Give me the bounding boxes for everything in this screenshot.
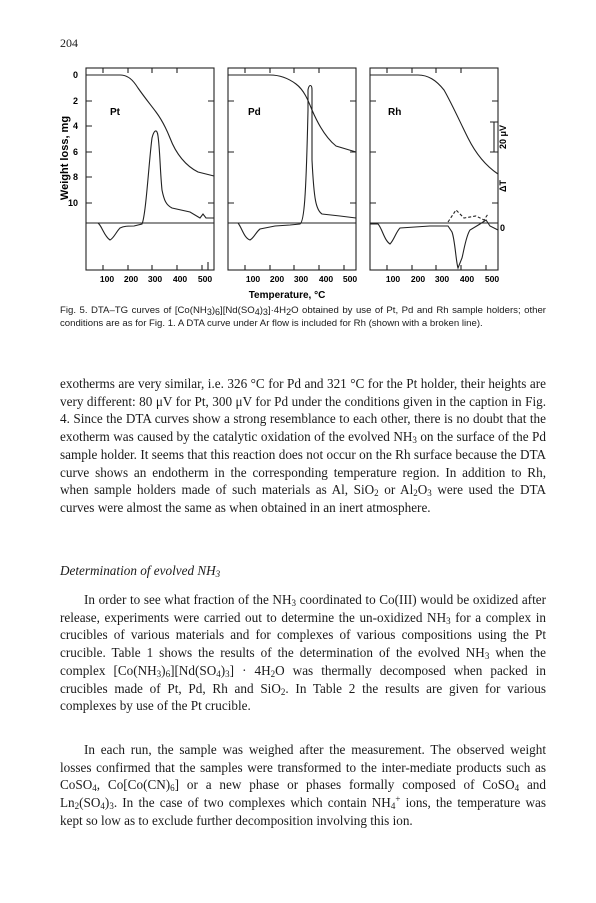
x-tick-label: 300: [434, 274, 450, 284]
y-tick-label: 2: [72, 96, 78, 106]
y-tick-label: 8: [72, 172, 78, 182]
paragraph-determination: In order to see what fraction of the $NH_3$ coordinated to Co(III) would be oxidized after release, experiments were carried out to determine the un-oxidized $NH_3$ for a complex in crucibles of various materials and for complexes of various compositions using the Pt crucible. Table 1 shows the results of the determination of the evolved $NH_3$ when the complex $[Co(NH_3)_6][Nd(SO_4)_3] \cdot 4H_2O$ was thermally decomposed when packed in crucibles made of Pt, Pd, Rh and SiO$_2$. In Table 2 the results are given for various complexes by use of the Pt crucible.: [60, 592, 546, 714]
figure-caption: Fig. 5. DTA–TG curves of $[Co(NH_3)_6][Nd(SO_4)_3]\cdot 4H_2O$ obtained by use of Pt, Pd and Rh sample holders; other conditions are as for Fig. 1. A DTA curve under Ar flow is included for Rh (shown with a broken line).: [60, 305, 546, 329]
x-tick-label: 100: [99, 274, 115, 284]
scale-bar: [490, 122, 498, 152]
paragraph-exotherms: exotherms are very similar, i.e. 326 °C for Pd and 321 °C for the Pt holder, their heights are very different: 80 μV for Pt, 300 μV for Pd under the conditions given in the caption in Fig. 4. Since the DTA curves show a strong resemblance to each other, there is no doubt that the exotherm was caused by the catalytic oxidation of the evolved $NH_3$ on the surface of the Pd sample holder. It seems that this reaction does not occur on the Rh surface because the DTA curve shows an endotherm in the corresponding temperature region. In addition to Rh, when sample holders made of such materials as Al, SiO$_2$ or $Al_2O_3$ were used the DTA curves were almost the same as when obtained in an inert atmosphere.: [60, 376, 546, 515]
x-axis-title: Temperature, °C: [248, 290, 326, 301]
delta-t-label: ΔT: [498, 180, 508, 192]
page-number: 204: [60, 36, 78, 50]
y-tick-label: 10: [67, 198, 78, 208]
panel-label-rh: Rh: [388, 107, 402, 118]
panel-label-pd: Pd: [248, 107, 261, 118]
scale-bar-label: 20 μV: [498, 124, 508, 150]
panel-label-pt: Pt: [110, 107, 120, 118]
y-tick-label: 4: [72, 121, 78, 131]
x-tick-label: 500: [197, 274, 213, 284]
panel-frame-pt: [86, 68, 214, 270]
x-tick-label: 200: [269, 274, 285, 284]
x-tick-label: 400: [318, 274, 334, 284]
dta-curve-pt: [86, 131, 214, 240]
tg-curve-rh: [370, 75, 498, 174]
x-tick-label: 300: [147, 274, 163, 284]
y-tick-label: 0: [72, 70, 78, 80]
y-tick-marks: [86, 75, 214, 203]
section-heading: Determination of evolved $NH_3$: [60, 563, 221, 579]
dta-curve-rh: [370, 220, 498, 268]
dta-curve-rh-argon: [448, 210, 488, 222]
x-tick-label: 500: [484, 274, 500, 284]
paragraph-weighing: In each run, the sample was weighed after the measurement. The observed weight losses confirmed that the samples were transformed to the inter-mediate products such as CoSO$_4$, $Co[Co(CN)_6]$ or a new phase or phases formally composed of CoSO$_4$ and $Ln_2(SO_4)_3$. In the case of two complexes which contain $NH_4^+$ ions, the temperature was kept so low as to exclude further decomposition involving this ion.: [60, 742, 546, 828]
panel-frame-rh: [370, 68, 498, 270]
x-tick-marks: [103, 68, 202, 270]
dta-tg-figure: [0, 0, 596, 303]
x-tick-label: 100: [245, 274, 261, 284]
panel-frame-pd: [228, 68, 356, 270]
right-zero-label: 0: [500, 223, 506, 233]
x-tick-label: 200: [123, 274, 139, 284]
y-tick-label: 6: [72, 147, 78, 157]
x-tick-label: 100: [385, 274, 401, 284]
x-tick-label: 400: [459, 274, 475, 284]
x-tick-label: 400: [172, 274, 188, 284]
x-tick-label: 300: [293, 274, 309, 284]
x-tick-label: 500: [342, 274, 358, 284]
x-tick-label: 200: [410, 274, 426, 284]
y-axis-title: Weight loss, mg: [59, 115, 71, 201]
